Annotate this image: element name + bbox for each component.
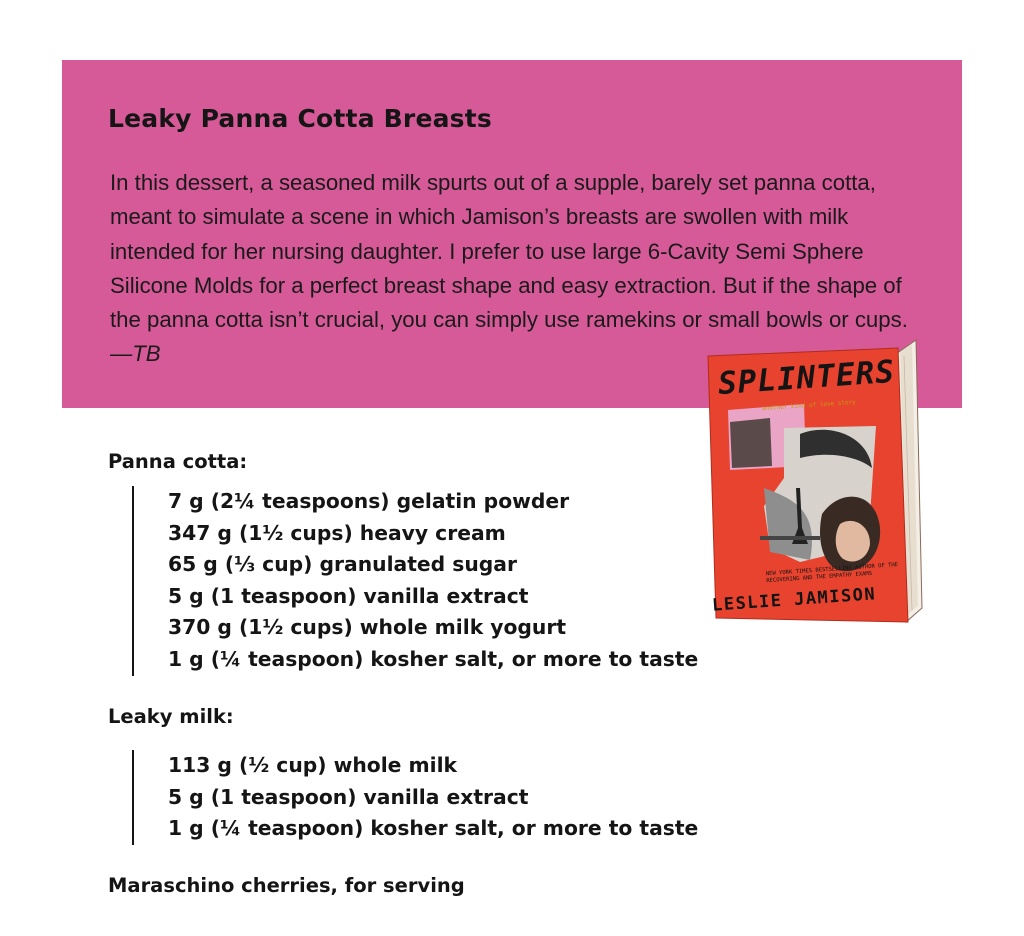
ingredient-item: 5 g (1 teaspoon) vanilla extract bbox=[168, 583, 529, 608]
ingredient-item: 1 g (¼ teaspoon) kosher salt, or more to taste bbox=[168, 646, 699, 671]
book-cover-image bbox=[700, 338, 930, 638]
ingredient-item: 347 g (1½ cups) heavy cream bbox=[168, 520, 506, 545]
serving-note: Maraschino cherries, for serving bbox=[108, 874, 465, 897]
book-title: SPLINTERS bbox=[716, 353, 897, 403]
recipe-signature: —TB bbox=[110, 341, 161, 367]
ingredient-item: 113 g (½ cup) whole milk bbox=[168, 753, 458, 777]
ingredient-list-panna-cotta bbox=[132, 486, 698, 676]
book-tagline: another kind of love story bbox=[761, 398, 857, 413]
ingredient-item: 5 g (1 teaspoon) vanilla extract bbox=[168, 784, 529, 809]
recipe-title: Leaky Panna Cotta Breasts bbox=[108, 104, 492, 133]
recipe-intro-text: In this dessert, a seasoned milk spurts out of a supple, barely set panna cotta, meant to simulate a scene in which Jamison’s breasts are swollen with milk intended for her nursing daughter. I prefer to use large 6-Cavity Semi Sphere Silicone Molds for a perfect breast shape and easy extraction. But if the shape of the panna cotta isn’t crucial, you can simply use ramekins or small bowls or cups. bbox=[110, 170, 908, 333]
ingredient-list-leaky-milk bbox=[132, 750, 698, 845]
book-author: LESLIE JAMISON bbox=[711, 584, 877, 616]
ingredient-item: 7 g (2¼ teaspoons) gelatin powder bbox=[168, 489, 570, 513]
ingredient-item: 65 g (⅓ cup) granulated sugar bbox=[168, 552, 517, 577]
section-title-panna-cotta: Panna cotta: bbox=[108, 450, 248, 473]
section-title-leaky-milk: Leaky milk: bbox=[108, 705, 234, 728]
ingredient-item: 370 g (1½ cups) whole milk yogurt bbox=[168, 615, 567, 640]
ingredient-item: 1 g (¼ teaspoon) kosher salt, or more to taste bbox=[168, 816, 699, 841]
book-blurb: NEW YORK TIMES BESTSELLING AUTHOR OF THE RECOVERING AND THE EMPATHY EXAMS bbox=[765, 562, 899, 585]
